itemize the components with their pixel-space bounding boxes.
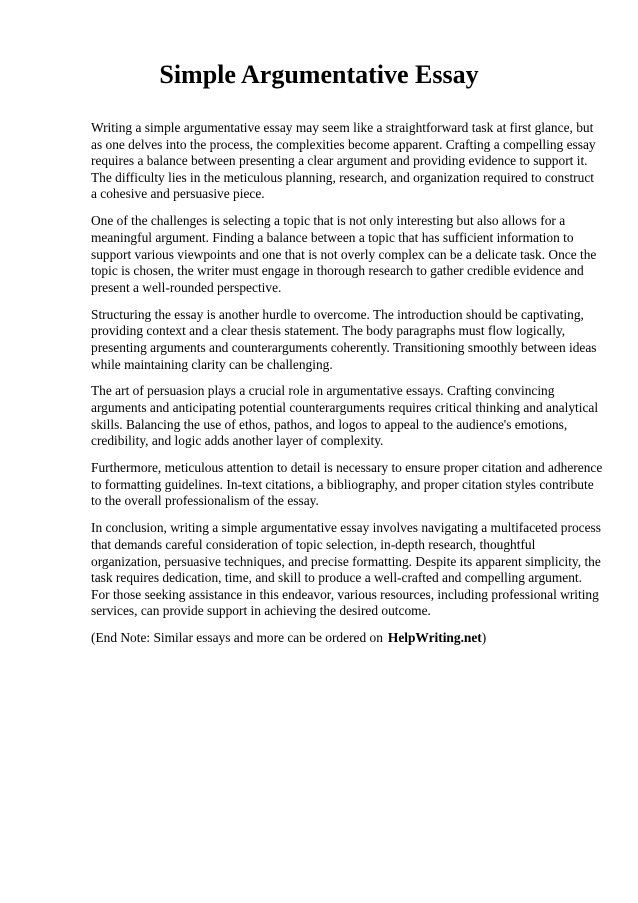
paragraph-5: Furthermore, meticulous attention to detail is necessary to ensure proper citation and adherence to formatting guidelines. In-text citations, a bibliography, and proper citation styles contribute to the overall professionalism of the essay.	[91, 460, 603, 509]
paragraph-1: Writing a simple argumentative essay may seem like a straightforward task at first glance, but as one delves into the process, the complexities become apparent. Crafting a compelling essay requires a balance between presenting a clear argument and providing evidence to support it. The difficulty lies in the meticulous planning, research, and organization required to construct a cohesive and persuasive piece.	[91, 120, 596, 202]
end-note-prefix: (End Note: Similar essays and more can be ordered on	[91, 630, 383, 646]
end-note-suffix: )	[481, 630, 487, 646]
paragraph-6: In conclusion, writing a simple argumentative essay involves navigating a multifaceted process that demands careful consideration of topic selection, in-depth research, thoughtful organization, persuasive techniques, and precise formatting. Despite its apparent simplicity, the task requires dedication, time, and skill to produce a well-crafted and compelling argument. For those seeking assistance in this endeavor, various resources, including professional writing services, can provide support in achieving the desired outcome.	[91, 520, 601, 619]
end-note	[91, 630, 603, 647]
document-body	[91, 120, 603, 657]
document-title: Simple Argumentative Essay	[159, 60, 479, 89]
paragraph-3: Structuring the essay is another hurdle to overcome. The introduction should be captivating, providing context and a clear thesis statement. The body paragraphs must flow logically, presenting arguments and counterarguments coherently. Transitioning smoothly between ideas while maintaining clarity can be challenging.	[91, 306, 597, 372]
helpwriting-link[interactable]: HelpWriting.net	[387, 630, 482, 646]
paragraph-4: The art of persuasion plays a crucial role in argumentative essays. Crafting convincing arguments and anticipating potential counterarguments requires critical thinking and analytical skills. Balancing the use of ethos, pathos, and logos to appeal to the audience's emotions, credibility, and logic adds another layer of complexity.	[91, 383, 599, 449]
paragraph-2: One of the challenges is selecting a topic that is not only interesting but also allows for a meaningful argument. Finding a balance between a topic that has sufficient information to support various viewpoints and one that is not overly complex can be a delicate task. Once the topic is chosen, the writer must engage in thorough research to gather credible evidence and present a well-rounded perspective.	[91, 213, 597, 295]
